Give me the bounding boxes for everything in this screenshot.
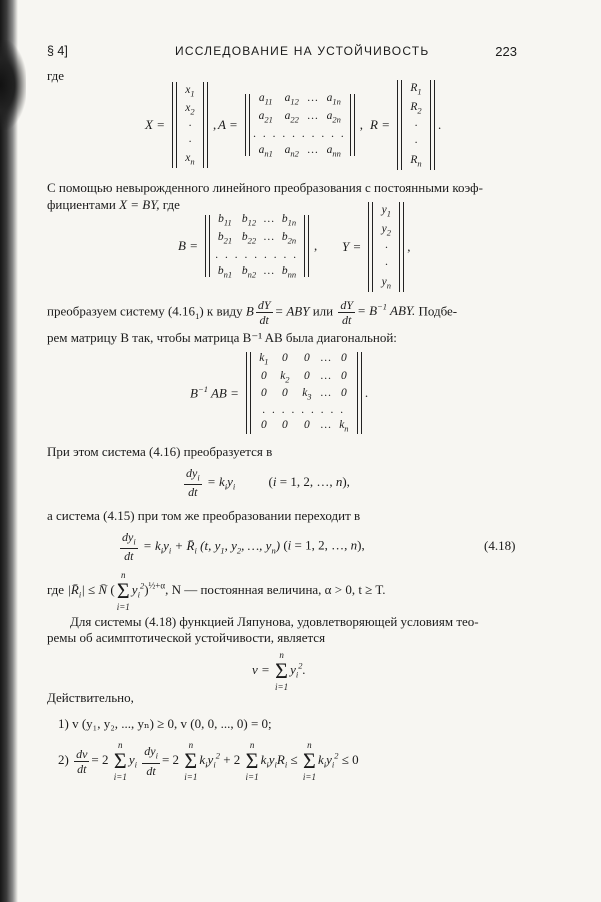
condition-line: где $|R̄_i|$ ≤ N̄ ( n Σ i=1 $y_i^2)^{\frac{1}{2}+\alpha}$, N — постоянная величина, α > 0, t ≥ T.: [47, 570, 386, 612]
paragraph-system-4-15: а система (4.15) при том же преобразовании переходит в: [47, 508, 361, 523]
matrix-B: B = $b_{11}$ $b_{12}$ … $b_{1n}$ $b_{21}$ $b_{22}$ … $b_{2n}$ . . . . . . . . . $b_{n1}$ $b_{n2}$ … $b_{nn}$ ,: [178, 212, 318, 280]
matrix-diagonal: $B^{-1}$ AB = $k_1$ 0 0 … 0 0 $k_2$ 0 … 0 0 0 $k_3$ … 0 . . . . . . . . . 0 0 0 … $k_n$ .: [190, 352, 369, 434]
paragraph-linear-transform-line2: фициентами X = BY, где: [47, 197, 180, 212]
section-number: § 4]: [47, 44, 68, 58]
item-2: 2) $\frac{dv}{dt}$ = 2 n Σ i=1 $y_i$ $\frac{dy_i}{dt}$ = 2 n Σ i=1 $k_iy_i^2 + 2$ n Σ i=1 $k_iy_iR_i$ ≤ n Σ i=1 $k_iy_i^2 \le 0$: [58, 740, 359, 782]
equation-diagonal-system: $\frac{dy_i}{dt}$ = $k_iy_i$ (i = 1, 2, …, n),: [186, 466, 350, 500]
matrix-Y: Y = $y_1$ $y_2$ · · $y_n$ ,: [342, 202, 411, 292]
paragraph-system-transform: При этом система (4.16) преобразуется в: [47, 444, 273, 459]
matrix-R: R = $R_1$ $R_2$ · · $R_n$ .: [370, 80, 441, 170]
word-indeed: Действительно,: [47, 690, 134, 705]
matrix-A: A = $a_{11}$ $a_{12}$ … $a_{1n}$ $a_{21}$ $a_{22}$ … $a_{2n}$ . . . . . . . . . . $a_{n1}$ $a_{n2}$ … $a_{nn}$ ,: [218, 91, 363, 159]
word-gde: где: [47, 68, 65, 83]
item-1: 1) v (y₁, y₂, ..., yₙ) ≥ 0, v (0, 0, ..., 0) = 0;: [58, 716, 272, 731]
paragraph-transform-line2: рем матрицу B так, чтобы матрица B⁻¹ AB была диагональной:: [47, 330, 397, 345]
binding-blot: [0, 40, 26, 130]
book-spine-shadow: [0, 0, 18, 902]
equation-lyapunov-function: v = n Σ i=1 $y_i^2$.: [252, 650, 306, 692]
paragraph-lyapunov-line2: ремы об асимптотической устойчивости, является: [47, 630, 326, 645]
page-header: [47, 44, 517, 60]
matrix-X: X = $x_1$ $x_2$ · · $x_n$ ,: [145, 82, 216, 168]
paragraph-transform-line1: преобразуем систему $(4.16_1)$ к виду B $\frac{dY}{dt}$ = ABY или $\frac{dY}{dt}$ = $B^{-1}$ ABY. Подбе-: [47, 298, 458, 327]
equation-number: (4.18): [484, 538, 516, 553]
paragraph-linear-transform-line1: С помощью невырожденного линейного преобразования с постоянными коэф-: [47, 180, 483, 195]
equation-4-18: $\frac{dy_i}{dt}$ = $k_iy_i$ + $R̄_i$ (t, $y_1$, $y_2$, …, $y_n$) (i = 1, 2, …, n),: [122, 530, 365, 564]
page-number: 223: [495, 44, 517, 59]
running-title: ИССЛЕДОВАНИЕ НА УСТОЙЧИВОСТЬ: [175, 44, 430, 58]
paragraph-lyapunov-line1: Для системы (4.18) функцией Ляпунова, удовлетворяющей условиям тео-: [70, 614, 479, 629]
